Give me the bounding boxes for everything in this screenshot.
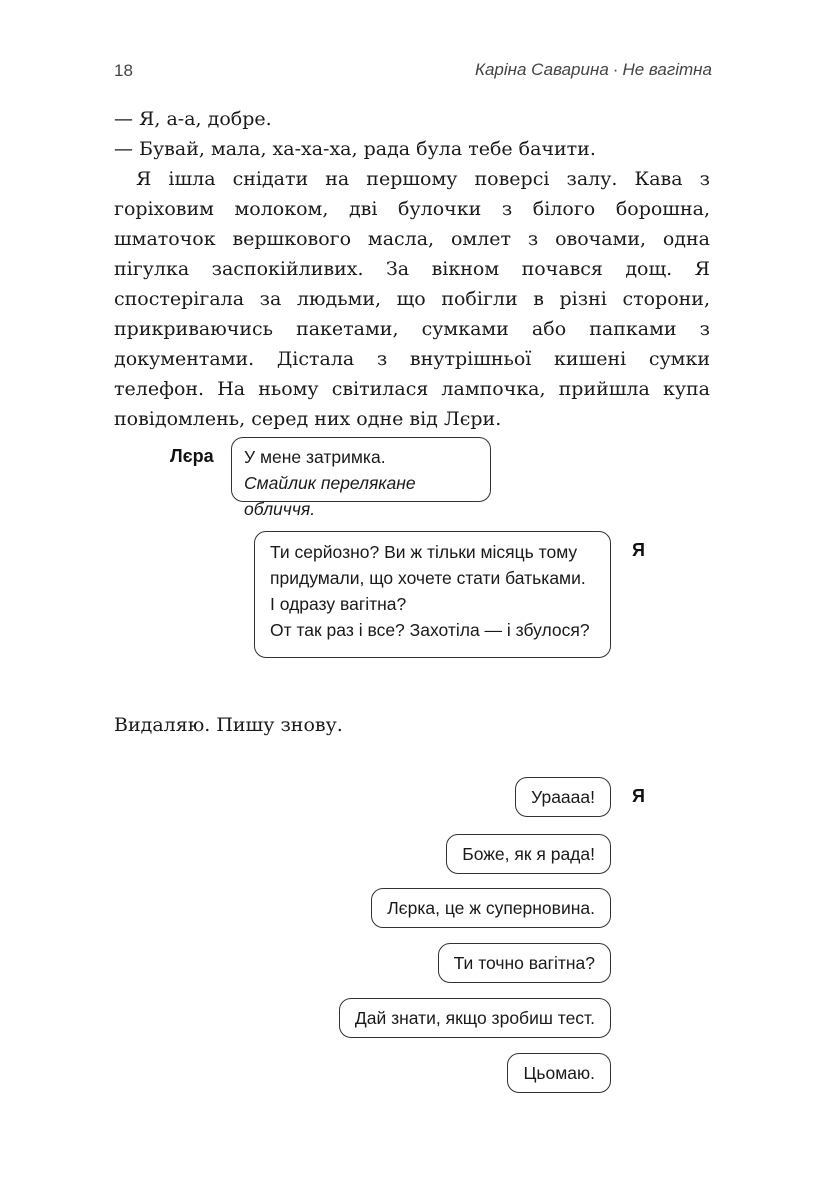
message-text: От так раз і все? Захотіла — і збулося? (270, 620, 590, 640)
author-name: Каріна Саварина (474, 60, 609, 79)
running-header (475, 60, 712, 80)
interlude-text: Видаляю. Пишу знову. (114, 714, 343, 736)
paragraph: — Я, а-а, добре. (114, 108, 272, 130)
message-text: У мене затримка. (244, 447, 386, 467)
header-separator: · (612, 60, 619, 79)
message-bubble-me: Ти точно вагітна? (438, 943, 611, 983)
message-text: Смайлик перелякане обличчя. (244, 473, 416, 519)
message-bubble-lera (231, 437, 491, 519)
paragraph: — Бувай, мала, ха-ха-ха, рада була тебе бачити. (114, 138, 596, 160)
message-bubble-me (254, 531, 611, 658)
sender-lera: Лєра (170, 446, 214, 466)
message-bubble-me: Ураааа! (515, 777, 611, 817)
message-text: придумали, що хочете стати батьками. (270, 568, 586, 588)
message-bubble-me: Лєрка, це ж суперновина. (371, 888, 611, 928)
message-bubble-me: Боже, як я рада! (446, 834, 611, 874)
message-bubble-me: Цьомаю. (507, 1053, 611, 1093)
sender-me: Я (632, 786, 645, 806)
paragraph: Я ішла снідати на першому поверсі залу. Кава з горіховим молоком, дві булочки з білого борошна, шматочок вершкового масла, омлет з овочами, одна пігулка заспокійливих. За вікном почався дощ. Я спостерігала за людьми, що побігли в різні сторони, прикриваючись пакетами, сумками або папками з документами. Дістала з внутрішньої кишені сумки телефон. На ньому світилася лампочка, прийшла купа повідомлень, серед них одне від Лєри. (114, 168, 710, 430)
page-number: 18 (114, 61, 133, 80)
message-text: Ти серйозно? Ви ж тільки місяць тому (270, 542, 578, 562)
message-bubble-me: Дай знати, якщо зробиш тест. (339, 998, 611, 1038)
body-text (114, 104, 710, 434)
sender-me: Я (632, 540, 645, 560)
message-text: І одразу вагітна? (270, 594, 407, 614)
book-title: Не вагітна (622, 60, 712, 79)
